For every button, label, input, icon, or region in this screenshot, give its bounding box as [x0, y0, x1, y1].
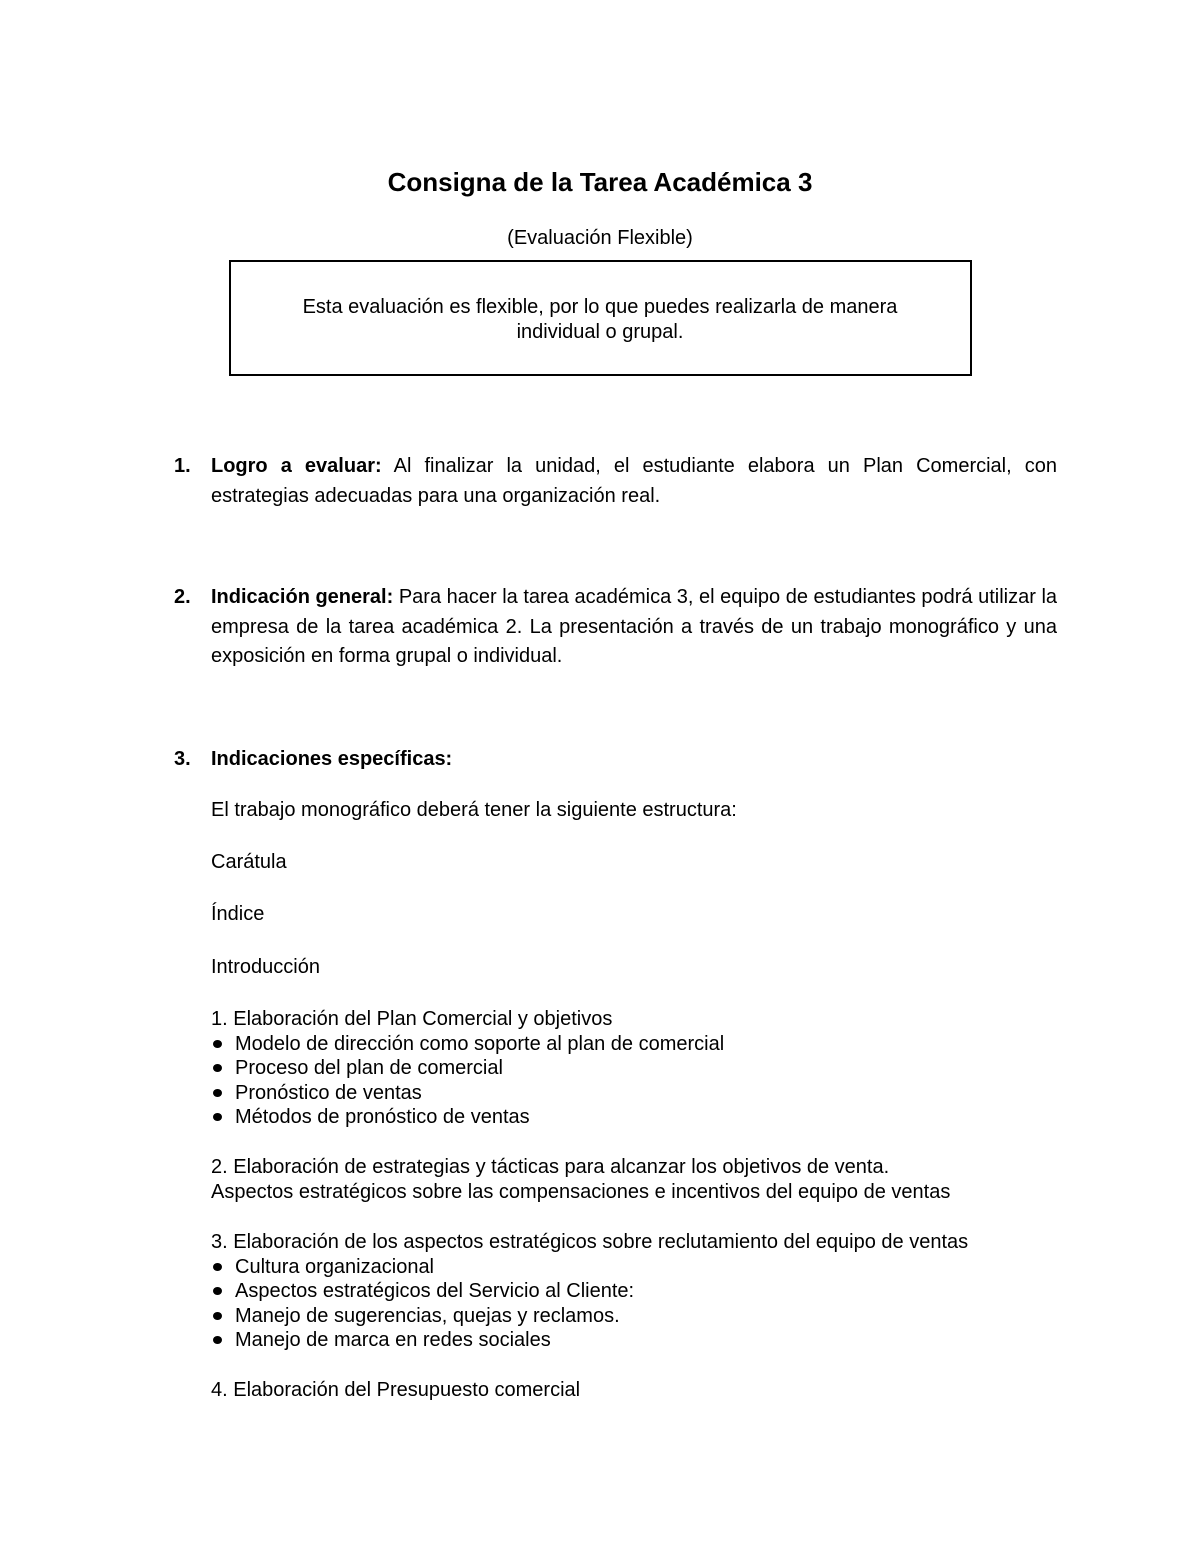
section-heading: Logro a evaluar:	[211, 455, 382, 477]
list-item	[211, 1304, 620, 1329]
notice-text: Esta evaluación es flexible, por lo que puedes realizarla de manera individual o grupal.	[302, 296, 898, 343]
list-item-text: Pronóstico de ventas	[235, 1082, 422, 1104]
bullet-icon	[213, 1064, 222, 1072]
list-item-text: Aspectos estratégicos del Servicio al Cliente:	[235, 1280, 635, 1302]
section-3-heading	[211, 745, 1057, 775]
list-item-text: Modelo de dirección como soporte al plan de comercial	[235, 1033, 725, 1055]
structure-item: Carátula	[211, 851, 287, 873]
list-item-text: Cultura organizacional	[235, 1256, 435, 1278]
bullet-icon	[213, 1287, 222, 1295]
bullet-icon	[213, 1263, 222, 1271]
bullet-icon	[213, 1336, 222, 1344]
list-item-text: Manejo de sugerencias, quejas y reclamos.	[235, 1305, 620, 1327]
bullet-icon	[213, 1312, 222, 1320]
part-title: 4. Elaboración del Presupuesto comercial	[211, 1379, 581, 1401]
list-item	[211, 1328, 551, 1353]
list-item	[211, 1255, 434, 1280]
section-number: 2.	[174, 586, 191, 608]
section-1-body	[211, 452, 1057, 511]
part-title: 3. Elaboración de los aspectos estratégicos sobre reclutamiento del equipo de ventas	[211, 1231, 969, 1253]
bullet-icon	[213, 1040, 222, 1048]
section-text: Al finalizar la unidad, el estudiante elabora un Plan Comercial, con estrategias adecuadas para una organización real.	[211, 455, 1057, 507]
bullet-icon	[213, 1113, 222, 1121]
structure-item: Introducción	[211, 956, 320, 978]
section-heading: Indicación general:	[211, 586, 394, 608]
list-item-text: Manejo de marca en redes sociales	[235, 1329, 551, 1351]
list-item-text: Métodos de pronóstico de ventas	[235, 1106, 530, 1128]
page-title: Consigna de la Tarea Académica 3	[387, 167, 813, 197]
list-item	[211, 1081, 422, 1106]
part-title: 1. Elaboración del Plan Comercial y objetivos	[211, 1008, 613, 1030]
list-item	[211, 1105, 530, 1130]
part-title: 2. Elaboración de estrategias y tácticas para alcanzar los objetivos de venta.	[211, 1156, 890, 1178]
section-2-body	[211, 583, 1057, 672]
list-item	[211, 1032, 724, 1057]
section-text: Para hacer la tarea académica 3, el equipo de estudiantes podrá utilizar la empresa de la tarea académica 2. La presentación a través de un trabajo monográfico y una exposición en forma grupal o individual.	[211, 586, 1058, 667]
list-item-text: Proceso del plan de comercial	[235, 1057, 503, 1079]
part-subtitle: Aspectos estratégicos sobre las compensaciones e incentivos del equipo de ventas	[211, 1181, 951, 1203]
section-number: 3.	[174, 748, 191, 770]
list-item	[211, 1056, 503, 1081]
section-heading: Indicaciones específicas:	[211, 748, 453, 770]
bullet-icon	[213, 1089, 222, 1097]
section-number: 1.	[174, 455, 191, 477]
page-subtitle: (Evaluación Flexible)	[507, 227, 693, 249]
structure-intro: El trabajo monográfico deberá tener la siguiente estructura:	[211, 799, 737, 821]
list-item	[211, 1279, 634, 1304]
structure-item: Índice	[211, 903, 265, 925]
